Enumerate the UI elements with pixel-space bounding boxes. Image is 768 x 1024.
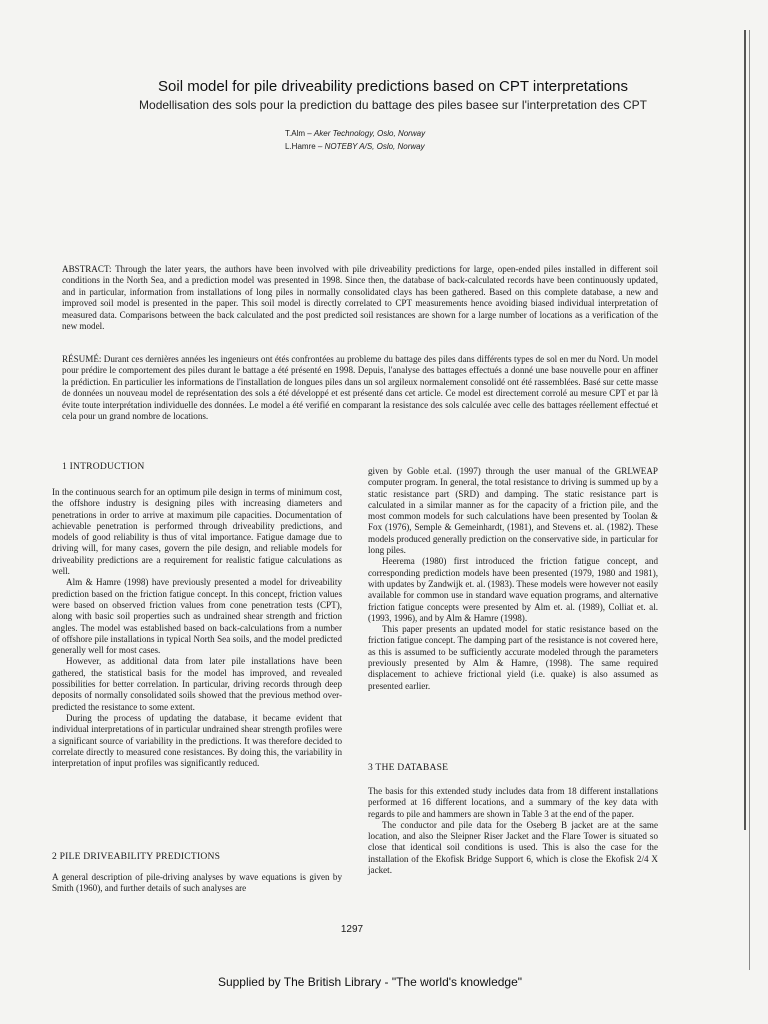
author-name: L.Hamre xyxy=(285,142,316,151)
author-line xyxy=(285,127,585,140)
paragraph: The basis for this extended study includes data from 18 different installations performed at 16 different locations, and a summary of the key data with regards to pile and hammers are shown in Table 3 at the end of the paper. xyxy=(368,786,658,819)
author-name: T.Alm xyxy=(285,129,305,138)
paper-title: Soil model for pile driveability predictions based on CPT interpretations xyxy=(158,78,628,95)
page-number: 1297 xyxy=(340,924,364,935)
section-heading-introduction: 1 INTRODUCTION xyxy=(62,461,145,472)
author-affiliation: NOTEBY A/S, Oslo, Norway xyxy=(324,142,425,151)
pile-driveability-body xyxy=(52,872,342,895)
library-footer: Supplied by The British Library - "The world's knowledge" xyxy=(217,975,523,989)
introduction-body xyxy=(52,487,342,769)
paragraph: Alm & Hamre (1998) have previously presented a model for driveability prediction based on the friction fatigue concept. In this concept, friction values were based on observed friction values from cone penetration tests (CPT), along with basic soil properties such as undrained shear strength and friction angles. The model was established based on back-calculations from a number of offshore pile installations in typical North Sea soils, and the model predicted generally well for most cases. xyxy=(52,577,342,656)
author-separator: – xyxy=(315,142,325,151)
author-affiliation: Aker Technology, Oslo, Norway xyxy=(313,129,426,138)
database-body xyxy=(368,786,658,876)
author-line xyxy=(285,140,585,153)
section-heading-pile-driveability: 2 PILE DRIVEABILITY PREDICTIONS xyxy=(52,851,221,862)
right-column-body xyxy=(368,466,658,692)
abstract: ABSTRACT: Through the later years, the authors have been involved with pile driveability predictions for large, open-ended piles installed in different soil conditions in the North Sea, and a prediction model was presented in 1998. Since then, the database of back-calculated records have been continuously updated, and in particular, information from installations of long piles in normally consolidated clays has been gathered. Based on this complete database, a new and improved soil model is presented in the paper. This soil model is directly correlated to CPT measurements hence avoiding biased individual interpretation of measured data. Comparisons between the back calculated and the post predicted soil resistances are shown for a large number of locations as a verification of the new model. xyxy=(62,264,658,332)
paper-subtitle: Modellisation des sols pour la prediction du battage des piles basee sur l'interpretation des CPT xyxy=(139,98,647,112)
paragraph: During the process of updating the database, it became evident that individual interpretations of in particular undrained shear strength profiles were a significant source of variability in the predictions. It was therefore decided to correlate directly to measured cone resistances. By doing this, the variability in interpretation of input profiles was significantly reduced. xyxy=(52,712,342,769)
paragraph: However, as additional data from later pile installations have been gathered, the statistical basis for the model has improved, and revealed possibilities for better correlation. In particular, driving records through deep deposits of normally consolidated soils showed that the previous method over-predicted the resistance to some extent. xyxy=(52,656,342,712)
resume: RÉSUMÉ: Durant ces dernières années les ingenieurs ont étés confrontées au probleme du battage des piles dans différents types de sol en mer du Nord. Un model pour prédire le comportement des piles durant le battage a été présenté en 1998. Depuis, l'analyse des battages effectués a donné une base nouvelle pour en affiner la prédiction. En particulier les informations de l'installation de longues piles dans un sol argileux normalement consolidé ont été rassemblées. Basé sur cette masse de données un nouveau model de représentation des sols a été développé et est présenté dans cet article. Ce model est directement corrolé au mesure CPT et par là évite toute interprétation individuelle des données. Le model a été verifié en comparant la resistance des sols calculée avec celle des battages réellement effectué et cela pour un grand nombre de locations. xyxy=(62,354,658,422)
paragraph: This paper presents an updated model for static resistance based on the friction fatigue concept. The damping part of the resistance is not covered here, as this is assumed to be sufficiently accurate modeled through the parameters previously presented by Alm & Hamre, (1998). The same required displacement to achieve frictional yield (i.e. quake) is also assumed as presented earlier. xyxy=(368,624,658,691)
scan-edge-line xyxy=(744,30,746,830)
paragraph: Heerema (1980) first introduced the friction fatigue concept, and corresponding prediction models have been presented (1979, 1980 and 1981), with updates by Zandwijk et. al. (1983). These models were however not easily available for common use in standard wave equation programs, and alternative friction fatigue concepts were presented by Alm et. al. (1989), Colliat et. al. (1993, 1996), and by Alm & Hamre (1998). xyxy=(368,556,658,623)
paragraph: given by Goble et.al. (1997) through the user manual of the GRLWEAP computer program. In general, the total resistance to driving is summed up by a static resistance part (SRD) and damping. The static resistance part is calculated in a similar manner as for the capacity of a friction pile, and the most common models for such calculations have been presented by Toolan & Fox (1976), Semple & Gemeinhardt, (1981), and Stevens et. al. (1982). These models produced generally prediction on the conservative side, in particular for long piles. xyxy=(368,466,658,556)
paragraph: The conductor and pile data for the Oseberg B jacket are at the same location, and also the Sleipner Riser Jacket and the Flare Tower is situated so close that identical soil conditions is used. This is also the case for the installation of the Ekofisk Bridge Support 6, which is close the Ekofisk 2/4 X jacket. xyxy=(368,819,658,876)
author-separator: – xyxy=(305,129,314,138)
scan-edge-line xyxy=(749,30,750,970)
paragraph: A general description of pile-driving analyses by wave equations is given by Smith (1960), and further details of such analyses are xyxy=(52,872,342,894)
section-heading-database: 3 THE DATABASE xyxy=(368,762,449,773)
author-list xyxy=(285,127,585,153)
paragraph: In the continuous search for an optimum pile design in terms of minimum cost, the offshore industry is designing piles with increasing diameters and penetrations in order to arrive at maximum pile capacities. Documentation of achievable penetration is performed through driveability predictions, and models of good reliability is thus of vital importance. Fatigue damage due to driving will, for many cases, govern the pile design, and reliable models for driveability predictions are a requirement for realistic fatigue calculations as well. xyxy=(52,487,342,577)
